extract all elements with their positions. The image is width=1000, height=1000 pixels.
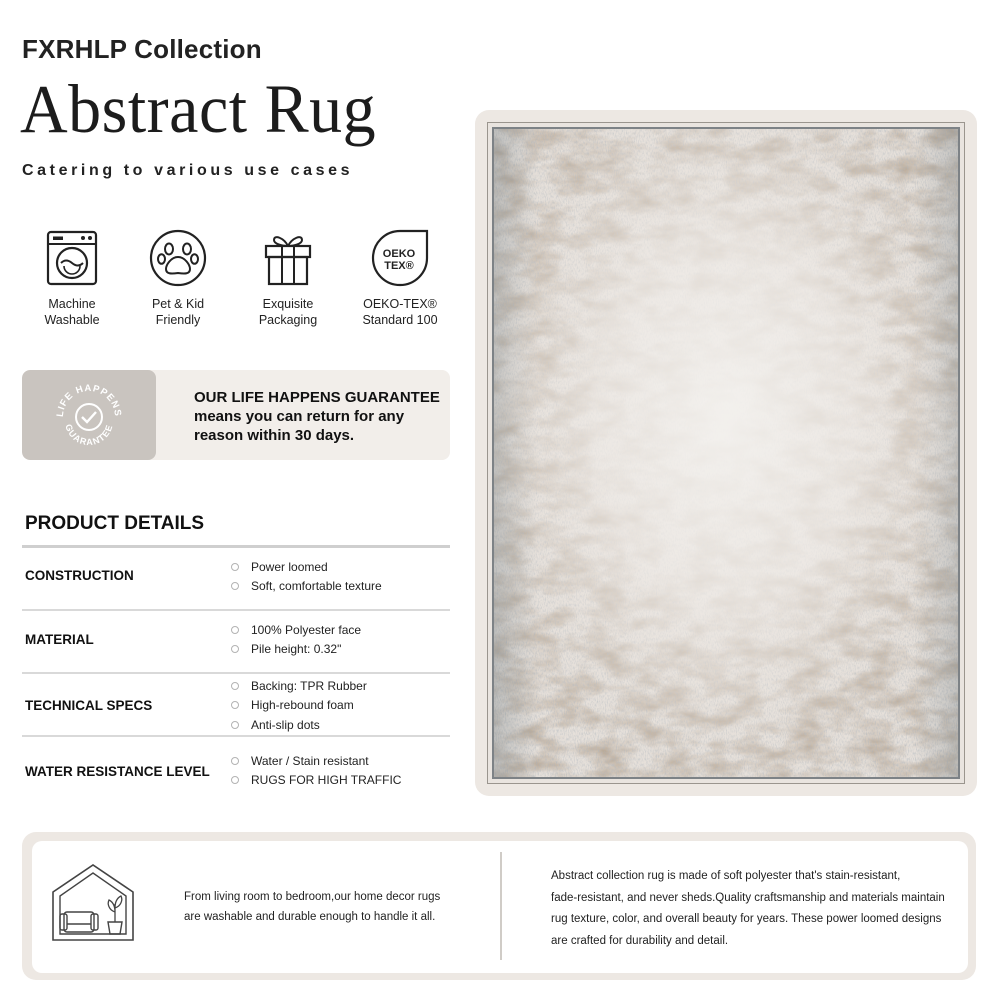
detail-value: Backing: TPR Rubber <box>231 676 367 696</box>
guarantee-text: OUR LIFE HAPPENS GUARANTEE means you can return for any reason within 30 days. <box>194 389 440 444</box>
svg-text:TEX®: TEX® <box>384 260 414 272</box>
bullet-icon <box>231 645 239 653</box>
feature-oeko-tex <box>340 228 460 328</box>
bottom-left-text: From living room to bedroom,our home decor rugs are washable and durable enough to handle it all. <box>184 891 441 923</box>
detail-value: Power loomed <box>231 557 382 577</box>
product-title: Abstract Rug <box>20 71 377 148</box>
detail-row-water-resistance <box>22 735 450 797</box>
detail-row-material <box>22 609 450 672</box>
bullet-icon <box>231 563 239 571</box>
feature-machine-washable <box>12 228 132 328</box>
bullet-icon <box>231 776 239 784</box>
feature-exquisite-packaging <box>228 228 348 328</box>
bullet-icon <box>231 582 239 590</box>
detail-value: Anti-slip dots <box>231 715 367 735</box>
washing-machine-icon <box>42 228 102 288</box>
product-details-title: PRODUCT DETAILS <box>25 513 205 534</box>
bottom-right-text: Abstract collection rug is made of soft polyester that's stain-resistant, fade-resistant, and never sheds.Quality craftsmanship and materials maintain rug texture, color, and overall beauty for years. These power loomed designs are crafted for durability and detail. <box>551 870 945 947</box>
bullet-icon <box>231 721 239 729</box>
detail-label: CONSTRUCTION <box>25 568 134 583</box>
gift-box-icon <box>258 228 318 288</box>
feature-label: Pet & Kid Friendly <box>151 297 205 327</box>
svg-text:OEKO: OEKO <box>382 248 416 260</box>
rug-image <box>492 127 960 779</box>
guarantee-badge <box>22 370 156 460</box>
home-icon <box>48 862 138 944</box>
paw-icon <box>148 228 208 288</box>
product-details-table <box>22 545 450 797</box>
bullet-icon <box>231 626 239 634</box>
svg-text:GUARANTEE: GUARANTEE <box>63 422 115 448</box>
bullet-icon <box>231 701 239 709</box>
feature-pet-kid-friendly <box>118 228 238 328</box>
detail-label: TECHNICAL SPECS <box>25 698 153 713</box>
detail-value: Pile height: 0.32" <box>231 640 361 660</box>
svg-text:LIFE HAPPENS: LIFE HAPPENS <box>54 382 124 418</box>
detail-label: WATER RESISTANCE LEVEL <box>25 764 210 779</box>
feature-label: Machine Washable <box>44 297 100 327</box>
bullet-icon <box>231 757 239 765</box>
bottom-divider <box>500 852 502 960</box>
feature-label: OEKO-TEX® Standard 100 <box>362 297 438 327</box>
feature-label: Exquisite Packaging <box>258 297 318 327</box>
collection-name: FXRHLP Collection <box>22 34 262 64</box>
detail-value: High-rebound foam <box>231 696 367 716</box>
detail-value: 100% Polyester face <box>231 620 361 640</box>
detail-value: Water / Stain resistant <box>231 751 401 771</box>
guarantee-seal-icon <box>49 375 129 455</box>
detail-value: RUGS FOR HIGH TRAFFIC <box>231 771 401 791</box>
oeko-tex-icon <box>370 228 430 288</box>
detail-value: Soft, comfortable texture <box>231 577 382 597</box>
bullet-icon <box>231 682 239 690</box>
rug-pattern <box>492 127 960 779</box>
detail-label: MATERIAL <box>25 632 94 647</box>
tagline: Catering to various use cases <box>22 162 354 179</box>
detail-row-technical-specs <box>22 672 450 735</box>
guarantee-banner <box>22 370 450 460</box>
detail-row-construction <box>22 545 450 609</box>
